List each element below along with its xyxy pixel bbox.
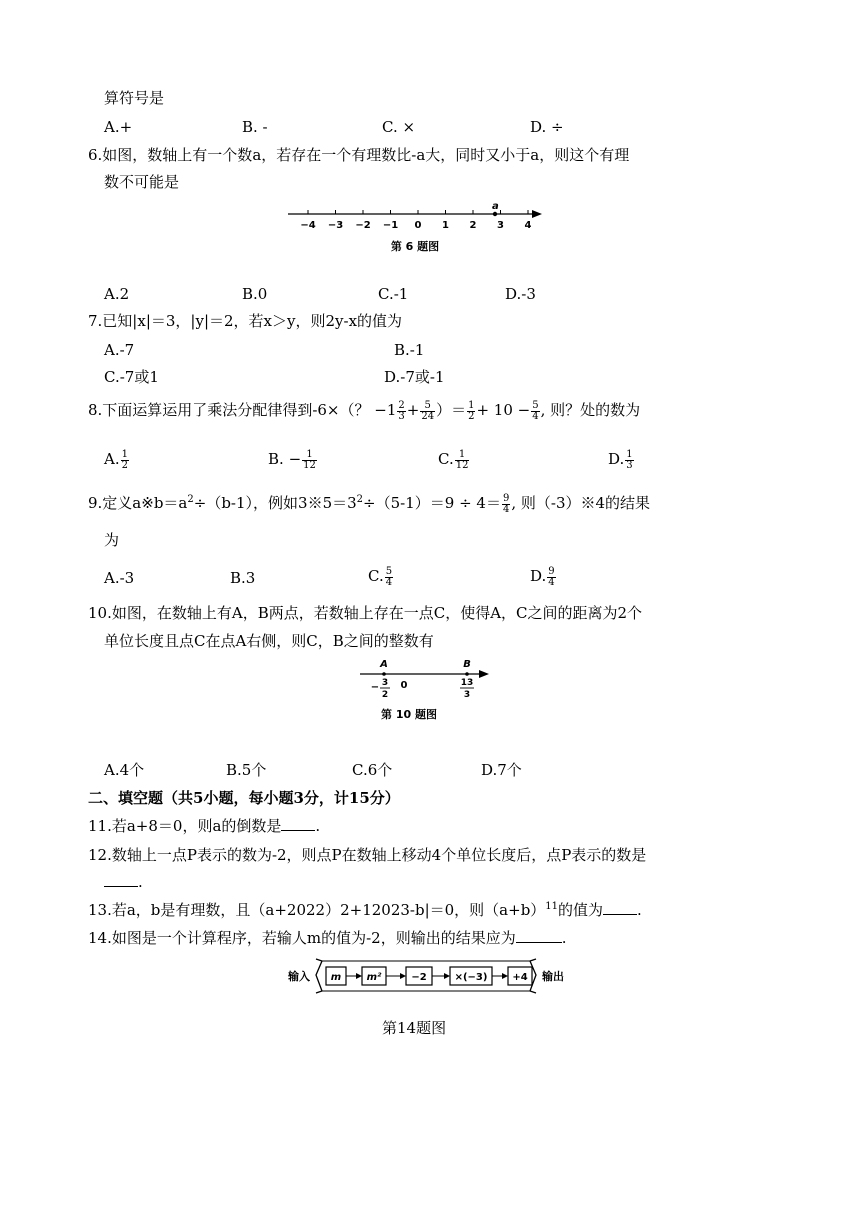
q6-axis-tick-label: 1 — [442, 220, 449, 231]
q6-stem-line2: 数不可能是 — [104, 173, 180, 191]
q6-axis-tick-label: −4 — [300, 220, 316, 231]
q7-option-d: D.-7或-1 — [384, 368, 445, 386]
q6-stem-line1: 6.如图，数轴上有一个数a，若存在一个有理数比-a大，同时又小于a，则这个有理 — [88, 146, 630, 164]
q10-stem-line1: 10.如图，在数轴上有A，B两点，若数轴上存在一点C，使得A，C之间的距离为2个 — [88, 604, 643, 622]
q8-stem: 8.下面运算运用了乘法分配律得到-6×（？ −1 $\frac{2}{3}$ + $\frac{5}{24}$ ）＝ $\frac{1}{2}$ + 10 − $\frac{5}{4}$ , 则？处的数为 — [88, 399, 641, 422]
q8-option-c: C. $\frac{1}{12}$ — [438, 448, 469, 471]
q8-option-d: D. $\frac{1}{3}$ — [608, 448, 633, 471]
q7-option-b: B.-1 — [394, 341, 425, 359]
q6-point-a-label: a — [492, 201, 499, 212]
q6-caption: 第 6 题图 — [390, 240, 440, 253]
q6-axis-tick-label: 2 — [469, 220, 477, 231]
q7-option-a: A.-7 — [104, 341, 135, 359]
q10-option-c: C.6个 — [352, 761, 393, 779]
q6-number-line-figure — [280, 198, 550, 260]
q8-option-b: B. − $\frac{1}{12}$ — [268, 448, 316, 471]
q6-axis-tick-label: 3 — [497, 220, 504, 231]
q8-option-a: A. $\frac{1}{2}$ — [104, 448, 128, 471]
q8-fraction-2: $\frac{5}{24}$ — [421, 399, 435, 422]
q6-option-c: C.-1 — [378, 285, 409, 303]
q5-continuation: 算符号是 — [104, 89, 165, 107]
q12-answer-blank[interactable] — [104, 872, 138, 887]
q14-answer-blank[interactable] — [516, 928, 562, 943]
q10-option-b: B.5个 — [226, 761, 267, 779]
q6-option-b: B.0 — [242, 285, 268, 303]
q14-caption: 第14题图 — [382, 1019, 447, 1037]
q9-option-a: A.-3 — [104, 569, 135, 587]
q14-step-4: ×(−3) — [454, 972, 488, 983]
q11-stem: 11.若a+8＝0，则a的倒数是 . — [88, 817, 321, 835]
q13-stem: 13.若a，b是有理数，且（a+2022）2+12023-b|＝0，则$(a+b)^{11}$的值为 . — [88, 901, 642, 919]
q12-answer-line: . — [104, 872, 143, 892]
q9-option-d: D. $\frac{9}{4}$ — [530, 565, 555, 588]
q6-axis-tick-label: 0 — [414, 220, 422, 231]
q14-input-label: 输入 — [288, 970, 310, 983]
q6-axis-tick-label: 4 — [524, 220, 532, 231]
q10-number-line-figure — [355, 656, 505, 728]
q7-stem: 7.已知|x|＝3，|y|＝2，若x＞y，则2y-x的值为 — [88, 312, 403, 330]
q6-axis-tick-label: −1 — [382, 220, 399, 231]
q12-stem: 12.数轴上一点P表示的数为-2，则点P在数轴上移动4个单位长度后，点P表示的数是 — [88, 846, 647, 864]
q5-option-a: A.+ — [104, 118, 133, 136]
q10-stem-line2: 单位长度且点C在点A右侧，则C，B之间的整数有 — [104, 632, 434, 650]
svg-text:13: 13 — [460, 678, 474, 688]
svg-text:−: − — [370, 682, 380, 693]
q5-option-d: D. ÷ — [530, 118, 564, 136]
q6-option-d: D.-3 — [505, 285, 536, 303]
q10-zero-label: 0 — [400, 680, 408, 691]
q11-answer-blank[interactable] — [281, 816, 315, 831]
q14-step-2: m² — [366, 972, 382, 983]
q9-stem-line1: 9.定义$a※b=a^2\div(b-1)$，例如$3※5=3^2\div(5-1)=9 \div 4=$ $\frac{9}{4}$ , 则（-3）※4的结果 — [88, 492, 651, 515]
q9-stem-line2: 为 — [104, 531, 120, 549]
q14-step-5: +4 — [512, 972, 528, 983]
q10-point-b-label: B — [463, 659, 471, 670]
q9-fraction: $\frac{9}{4}$ — [502, 492, 510, 515]
q6-axis-tick-label: −3 — [327, 220, 344, 231]
q5-option-c: C. × — [382, 118, 416, 136]
q6-option-a: A.2 — [104, 285, 130, 303]
svg-text:3: 3 — [381, 678, 389, 688]
q14-flow-diagram — [282, 953, 582, 999]
q14-step-1: m — [330, 972, 342, 983]
q6-point-a-marker — [493, 212, 497, 216]
q5-option-b: B. - — [242, 118, 268, 136]
q8-fraction-4: $\frac{5}{4}$ — [532, 399, 539, 422]
q10-option-d: D.7个 — [481, 761, 522, 779]
svg-text:3: 3 — [463, 690, 471, 700]
q10-point-a-label: A — [380, 659, 388, 670]
q8-fraction-1: $\frac{2}{3}$ — [398, 399, 405, 422]
svg-text:2: 2 — [381, 690, 389, 700]
section2-heading: 二、填空题（共5小题，每小题3分，计15分） — [88, 789, 400, 807]
q9-option-b: B.3 — [230, 569, 256, 587]
q10-caption: 第 10 题图 — [381, 708, 437, 721]
q14-step-3: −2 — [411, 972, 427, 983]
q7-option-c: C.-7或1 — [104, 368, 159, 386]
q9-option-c: C. $\frac{5}{4}$ — [368, 565, 393, 588]
q14-output-label: 输出 — [542, 970, 564, 983]
q6-axis-tick-label: −2 — [355, 220, 371, 231]
q8-fraction-3: $\frac{1}{2}$ — [468, 399, 475, 422]
q13-answer-blank[interactable] — [603, 900, 637, 915]
q8-prefix: 8.下面运算运用了乘法分配律得到-6×（？ −1 — [88, 401, 397, 419]
q10-option-a: A.4个 — [104, 761, 145, 779]
q14-stem: 14.如图是一个计算程序，若输人m的值为-2，则输出的结果应为 . — [88, 929, 567, 947]
